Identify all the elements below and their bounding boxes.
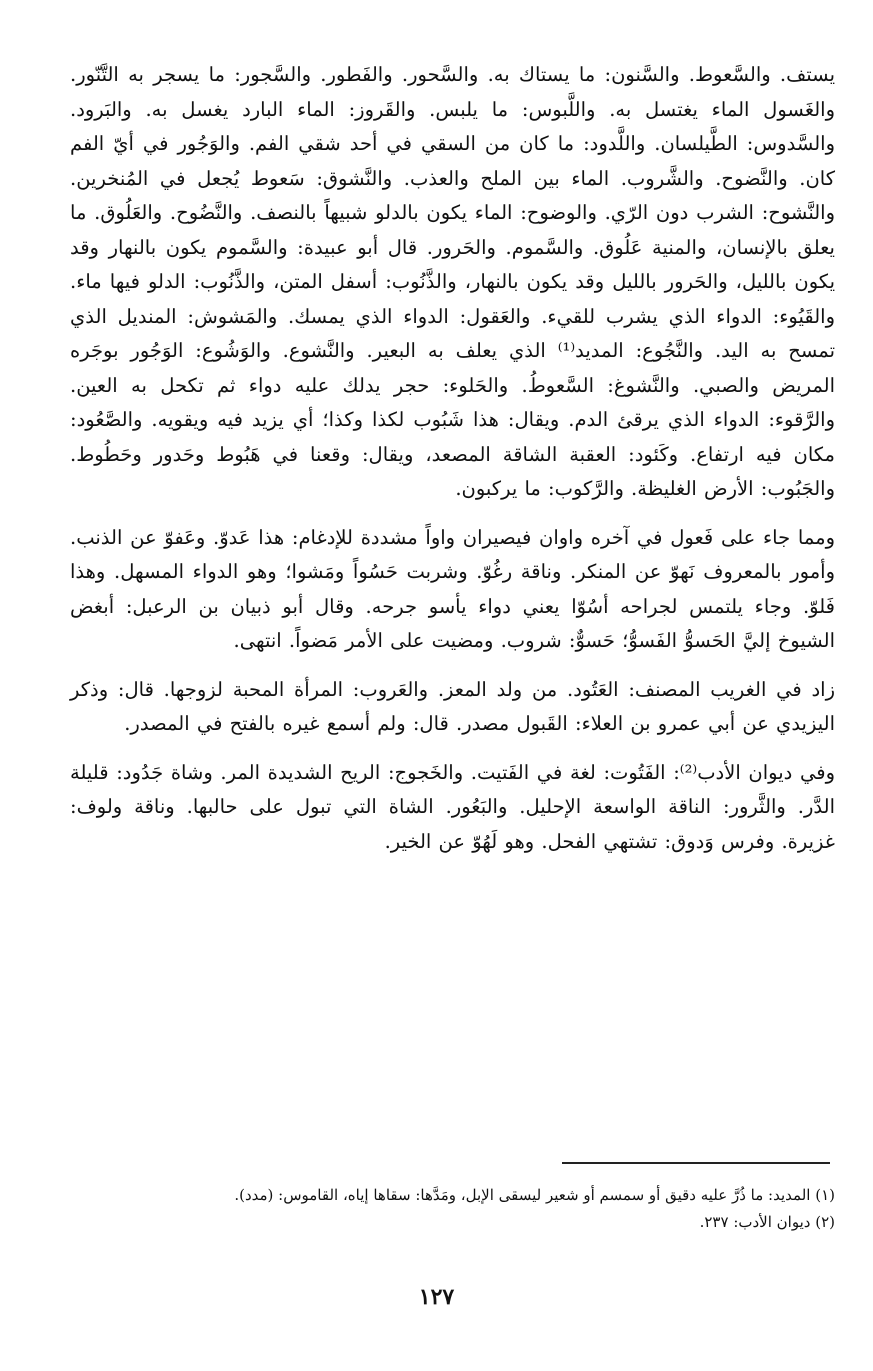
footnotes <box>70 1182 835 1236</box>
paragraph-fa'ool-list: يستف. والسَّعوط. والسَّنون: ما يستاك به. والسَّحور. والفَطور. والسَّجور: ما يسجر به التَّنّور. والغَسول الماء يغتسل به. واللَّبوس: ما يلبس. والقَروز: الماء البارد يغسل به. والبَرود. والسَّدوس: الطَّيلسان. واللَّدود: ما كان من السقي في أحد شقي الفم. والوَجُور في أيّ الفم كان. والنَّضوح. والشَّروب. الماء بين الملح والعذب. والنَّشوق: سَعوط يُجعل في المُنخرين. والنَّشوح: الشرب دون الرّي. والوضوح: الماء يكون بالدلو شبيهاً بالنصف. والنَّضُوح. والعَلُوق. ما يعلق بالإنسان، والمنية عَلُوق. والسَّموم. والحَرور. قال أبو عبيدة: والسَّموم يكون بالنهار وقد يكون بالليل، والحَرور بالليل وقد يكون بالنهار، والذَّنُوب: أسفل المتن، والذَّنُوب: الدلو فيها ماء. والقَيُوء: الدواء الذي يشرب للقيء. والعَقول: الدواء الذي يمسك. والمَشوش: المنديل الذي تمسح به اليد. والنَّجُوع: المديد⁽¹⁾ الذي يعلف به البعير. والنَّشوع. والوَشُوع: الوَجُور بوجَره المريض والصبي. والنَّشوغ: السَّعوطُ. والحَلوء: حجر يدلك عليه دواء ثم تكحل به العين. والرَّقوء: الدواء الذي يرقئ الدم. ويقال: هذا شَبُوب لكذا وكذا؛ أي يزيد فيه ويقويه. والصَّعُود: مكان فيه ارتفاع. وكَئود: العقبة الشاقة المصعد، ويقال: وقعنا في هَبُوط وحَدور وحَطُوط. والجَبُوب: الأرض الغليظة. والرَّكوب: ما يركبون. <box>70 63 835 500</box>
page-number: ١٢٧ <box>418 1284 455 1310</box>
footnote-2: (٢) ديوان الأدب: ٢٣٧. <box>699 1213 835 1231</box>
main-text <box>70 58 835 859</box>
paragraph-doubled-waw: ومما جاء على فَعول في آخره واوان فيصيران واواً مشددة للإدغام: هذا عَدوّ. وعَفوّ عن الذنب. وأمور بالمعروف نَهوّ عن المنكر. وناقة رغُوّ. وشربت حَسُواً ومَشوا؛ وهو الدواء المسهل. وهذا فَلوّ. وجاء يلتمس لجراحه أسُوّا يعني دواء يأسو جرحه. وقال أبو ذبيان بن الرعبل: أبغض الشيوخ إليَّ الحَسوُّ الفَسوُّ؛ حَسوٌّ: شروب. ومضيت على الأمر مَضواً. انتهى. <box>70 525 835 652</box>
footnote-1: (١) المديد: ما ذُرَّ عليه دقيق أو سمسم أو شعير ليسقى الإبل، ومَدَّها: سقاها إياه، القاموس: (مدد). <box>234 1186 835 1204</box>
paragraph-diwan-al-adab: وفي ديوان الأدب⁽²⁾: الفَتُوت: لغة في الفَتيت. والخَجوج: الريح الشديدة المر. وشاة جَدُود: قليلة الدَّر. والثَّرور: الناقة الواسعة الإحليل. والبَعُور. الشاة التي تبول على حالبها. وناقة ولوف: غزيرة. وفرس وَدوق: تشتهي الفحل. وهو لَهُوّ عن الخير. <box>70 760 835 853</box>
paragraph-gharib-musannaf: زاد في الغريب المصنف: العَتُود. من ولد المعز. والعَروب: المرأة المحبة لزوجها. قال: وذكر اليزيدي عن أبي عمرو بن العلاء: القَبول مصدر. قال: ولم أسمع غيره بالفتح في المصدر. <box>70 677 835 735</box>
footnote-divider <box>562 1162 830 1164</box>
